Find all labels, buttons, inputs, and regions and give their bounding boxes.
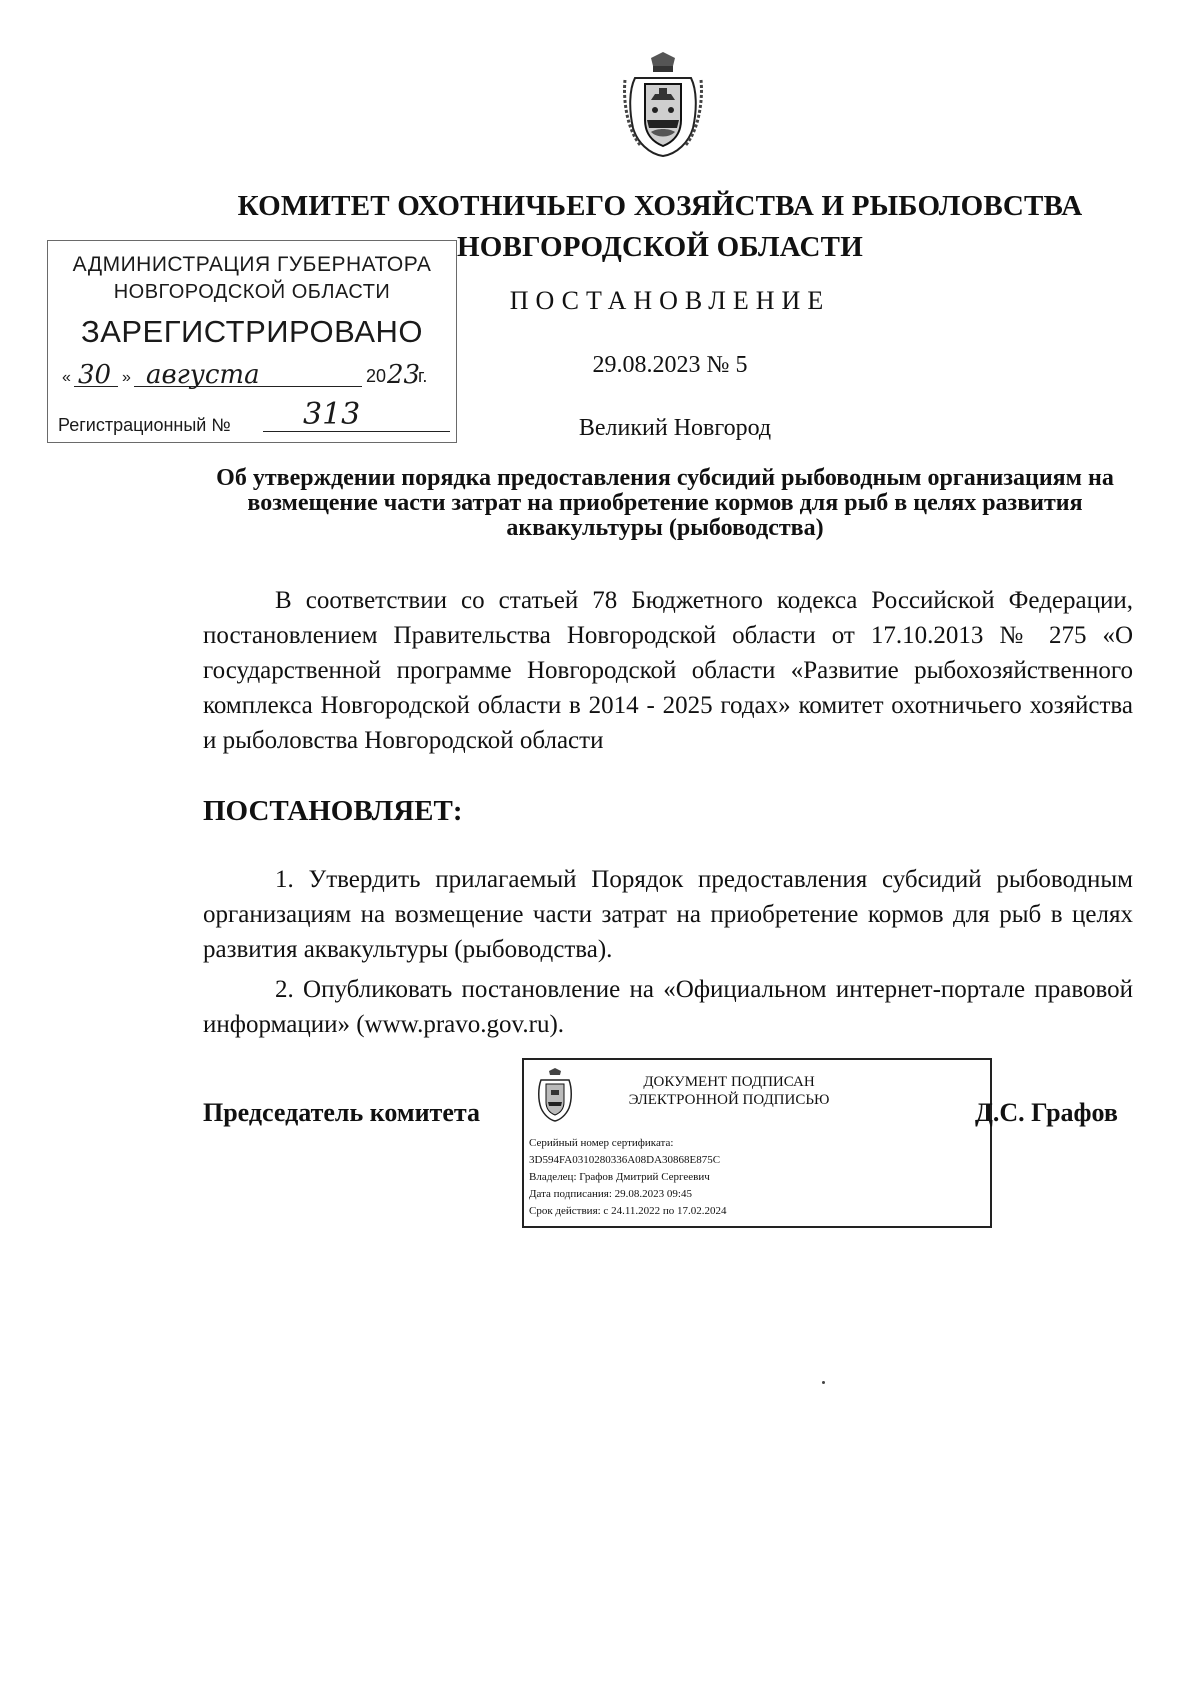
stamp-line1: АДМИНИСТРАЦИЯ ГУБЕРНАТОРА <box>72 253 432 276</box>
registration-stamp <box>47 240 457 443</box>
reg-number-value: 313 <box>303 397 361 432</box>
stamp-date <box>62 356 446 396</box>
stamp-status: ЗАРЕГИСТРИРОВАНО <box>80 314 423 349</box>
document-type: ПОСТАНОВЛЕНИЕ <box>509 286 831 315</box>
signatory-name: Д.С. Графов <box>975 1098 1118 1127</box>
esig-title <box>609 1073 849 1109</box>
esig-details <box>529 1135 727 1220</box>
coat-of-arms-emblem <box>621 50 705 160</box>
reg-number-label: Регистрационный № <box>58 415 231 435</box>
stamp-year-suffix: 23 <box>387 360 421 390</box>
coat-of-arms-icon <box>621 50 705 160</box>
item-2-paragraph: 2. Опубликовать постановление на «Официальном интернет-портале правовой информации» (www.pravo.gov.ru). <box>203 976 1133 1038</box>
organization-name-line1: КОМИТЕТ ОХОТНИЧЬЕГО ХОЗЯЙСТВА И РЫБОЛОВСТВА <box>237 190 1083 222</box>
stamp-day: 30 <box>78 360 112 390</box>
stamp-year-unit: г. <box>418 366 428 386</box>
esig-validity: Срок действия: с 24.11.2022 по 17.02.2024 <box>529 1205 727 1217</box>
document-date-number: 29.08.2023 № 5 <box>592 352 748 378</box>
electronic-signature-stamp <box>522 1058 992 1228</box>
resolves-heading: ПОСТАНОВЛЯЕТ: <box>203 795 463 827</box>
organization-name-line2: НОВГОРОДСКОЙ ОБЛАСТИ <box>457 231 863 263</box>
quote-open: « <box>62 369 71 386</box>
stamp-reg-number <box>58 397 450 438</box>
esig-owner: Владелец: Графов Дмитрий Сергеевич <box>529 1171 710 1183</box>
quote-close: » <box>122 369 131 386</box>
esig-title-line1: ДОКУМЕНТ ПОДПИСАН <box>643 1074 815 1090</box>
stamp-line2: НОВГОРОДСКОЙ ОБЛАСТИ <box>113 281 391 303</box>
stamp-year-prefix: 20 <box>366 366 387 386</box>
signatory-position: Председатель комитета <box>203 1098 480 1127</box>
item-1-paragraph: 1. Утвердить прилагаемый Порядок предоставления субсидий рыбоводным организациям на возмещение части затрат на приобретение кормов для рыб в целях развития аквакультуры (рыбоводства). <box>203 866 1133 963</box>
esig-serial-label: Серийный номер сертификата: <box>529 1137 674 1149</box>
esig-sign-date: Дата подписания: 29.08.2023 09:45 <box>529 1188 692 1200</box>
esig-emblem-icon <box>534 1068 576 1122</box>
document-city: Великий Новгород <box>578 415 772 441</box>
preamble-paragraph: В соответствии со статьей 78 Бюджетного кодекса Российской Федерации, постановлением Правительства Новгородской области от 17.10.2013 № 275 «О государственной программе Новгородской области «Развитие рыбохозяйственного комплекса Новгородской области в 2014 - 2025 годах» комитет охотничьего хозяйства и рыболовства Новгородской области <box>203 587 1133 754</box>
scan-speck <box>822 1381 825 1384</box>
document-title: Об утверждении порядка предоставления субсидий рыбоводным организациям на возмещение части затрат на приобретение кормов для рыб в целях развития аквакультуры (рыбоводства) <box>216 465 1114 541</box>
stamp-month: августа <box>146 360 260 390</box>
esig-serial: 3D594FA0310280336A08DA30868E875C <box>529 1154 721 1166</box>
esig-title-line2: ЭЛЕКТРОННОЙ ПОДПИСЬЮ <box>628 1092 830 1108</box>
